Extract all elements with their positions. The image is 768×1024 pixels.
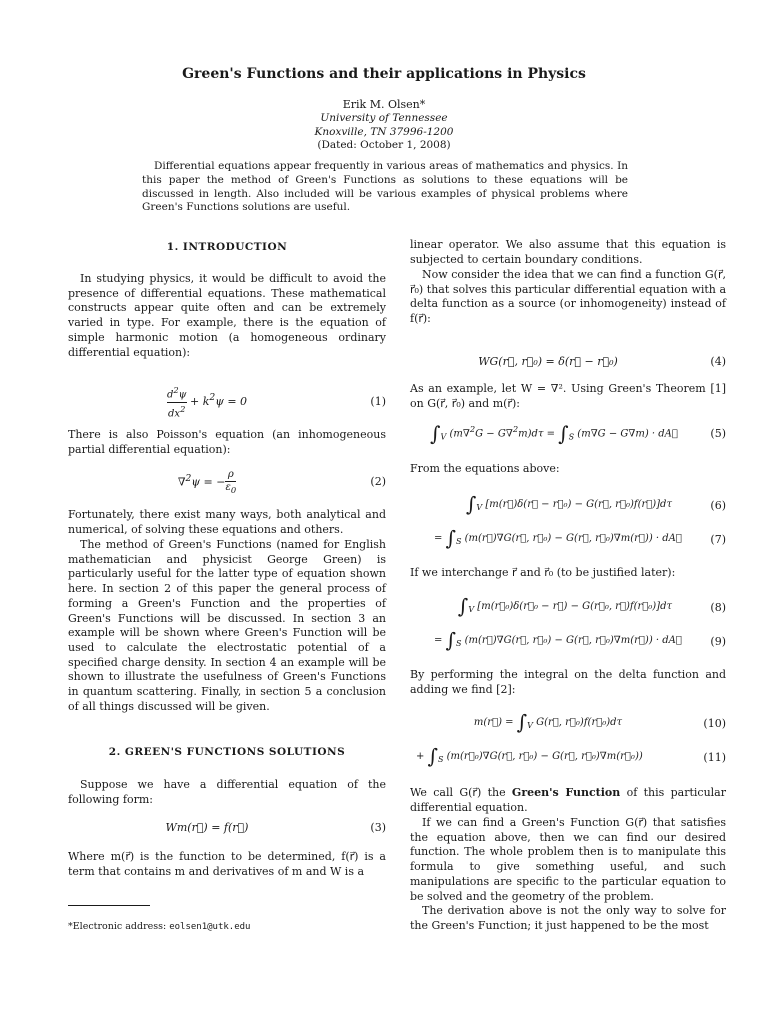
- footnote: [68, 921, 250, 932]
- equation-9-number: (9): [710, 634, 726, 648]
- right-paragraph-6: By performing the integral on the delta function and adding we find [2]:: [410, 668, 726, 696]
- location: Knoxville, TN 37996-1200: [314, 125, 454, 138]
- affiliation: University of Tennessee: [320, 112, 448, 124]
- right-paragraph-2: Now consider the idea that we can find a function G(r⃗, r⃗₀) that solves this particular differential equation with a delta function as a source (or inhomogeneity) instead of f(r⃗):: [410, 268, 726, 326]
- equation-5: $\int_V$ $(m\nabla^2G - G\nabla^2m)d\tau = \int_S$ (m∇G − G∇m) · dA⃗ (5): [430, 421, 726, 446]
- equation-10-number: (10): [703, 716, 726, 730]
- section2-paragraph-2: Where m(r⃗) is the function to be determined, f(r⃗) is a term that contains m and derivatives of m and W is a: [68, 850, 386, 878]
- equation-7: = $\int_S$ (m(r⃗)∇G(r⃗, r⃗₀) − G(r⃗, r⃗₀)∇m(r⃗)) · dA⃗ (7): [434, 525, 726, 550]
- intro-paragraph-2: There is also Poisson's equation (an inhomogeneous partial differential equation):: [68, 428, 386, 456]
- intro-paragraph-1: In studying physics, it would be difficult to avoid the presence of differential equations. These mathematical constructs appear quite often and can be extremely varied in type. For example, there is the equation of simple harmonic motion (a homogeneous ordinary differential equation):: [68, 272, 386, 359]
- footnote-rule: [68, 905, 150, 906]
- section2-paragraph-1: Suppose we have a differential equation of the following form:: [68, 778, 386, 806]
- right-paragraph-9: The derivation above is not the only way to solve for the Green's Function; it just happened to be the most: [410, 904, 726, 932]
- equation-3: [68, 814, 386, 842]
- equation-4-body: WG(r⃗, r⃗₀) = δ(r⃗ − r⃗₀): [478, 354, 618, 368]
- intro-paragraph-4: The method of Green's Functions (named for English mathematician and physicist George Green) is particularly useful for the latter type of equation shown here. In section 2 of this paper the general process of forming a Green's Function and the properties of Green's Functions will be discussed. In section 3 an example will be shown where Green's Function will be used to calculate the electrostatic potential of a specified charge density. In section 4 an example will be shown to illustrate the usefulness of Green's Functions in quantum scattering. Finally, in section 5 a conclusion of all things discussed will be given.: [68, 538, 386, 713]
- right-paragraph-5: If we interchange r⃗ and r⃗₀ (to be justified later):: [410, 566, 676, 579]
- equation-8-number: (8): [710, 600, 726, 614]
- section-heading-introduction: 1. INTRODUCTION: [166, 241, 288, 253]
- equation-6-number: (6): [710, 498, 726, 512]
- right-paragraph-1: linear operator. We also assume that this equation is subjected to certain boundary conditions.: [410, 238, 726, 266]
- equation-11-number: (11): [703, 750, 726, 764]
- equation-8: $\int_V$ [m(r⃗₀)δ(r⃗₀ − r⃗) − G(r⃗₀, r⃗)f(r⃗₀)]dτ (8): [457, 593, 726, 618]
- equation-3-number: (3): [370, 820, 386, 834]
- right-paragraph-7: [410, 786, 726, 815]
- paper-title: Green's Functions and their applications in Physics: [182, 66, 586, 82]
- equation-11: + $\int_S$ (m(r⃗₀)∇G(r⃗, r⃗₀) − G(r⃗, r⃗₀)∇m(r⃗₀)) (11): [416, 743, 726, 768]
- footnote-email: eolsen1@utk.edu: [169, 922, 251, 932]
- intro-paragraph-3: Fortunately, there exist many ways, both analytical and numerical, of solving these equations and others.: [68, 508, 386, 536]
- equation-1-number: (1): [370, 394, 386, 408]
- date: (Dated: October 1, 2008): [317, 139, 451, 151]
- author-name: Erik M. Olsen*: [342, 98, 426, 111]
- author-affiliation-block: [0, 112, 768, 153]
- equation-3-body: Wm(r⃗) = f(r⃗): [165, 820, 249, 834]
- section-heading-greens-functions: 2. GREEN'S FUNCTIONS SOLUTIONS: [108, 746, 346, 758]
- equation-4: [410, 348, 726, 376]
- footnote-label: *Electronic address:: [68, 921, 170, 932]
- equation-1: $\frac{d^2\psi}{dx^2}$ + $k^2\psi = 0$ (1): [166, 385, 386, 419]
- equation-10: m(r⃗) = $\int_V$ G(r⃗, r⃗₀)f(r⃗₀)dτ (10): [473, 709, 726, 734]
- right-paragraph-8: If we can find a Green's Function G(r⃗) that satisfies the equation above, then we can find our desired function. The whole problem then is to manipulate this formula to give something useful, and such manipulations are specific to the particular equation to be solved and the geometry of the problem.: [410, 816, 726, 903]
- equation-6: $\int_V$ [m(r⃗)δ(r⃗ − r⃗₀) − G(r⃗, r⃗₀)f(r⃗)]dτ (6): [465, 491, 726, 516]
- greens-def-bold: Green's Function: [511, 786, 621, 799]
- equation-9: = $\int_S$ (m(r⃗)∇G(r⃗, r⃗₀) − G(r⃗, r⃗₀)∇m(r⃗)) · dA⃗ (9): [434, 627, 726, 652]
- right-paragraph-4: From the equations above:: [410, 462, 560, 475]
- abstract: Differential equations appear frequently in various areas of mathematics and physics. In this paper the method of Green's Functions as solutions to these equations will be discussed in length. Also included will be various examples of physical problems where Green's Functions solutions are useful.: [142, 160, 628, 214]
- equation-7-number: (7): [710, 532, 726, 546]
- equation-4-number: (4): [710, 354, 726, 368]
- equation-2-number: (2): [370, 474, 386, 488]
- right-paragraph-3: As an example, let W = ∇². Using Green's Theorem [1] on G(r⃗, r⃗₀) and m(r⃗):: [410, 382, 726, 410]
- equation-5-number: (5): [710, 426, 726, 440]
- greens-def-pre: We call G(r⃗) the: [410, 786, 512, 799]
- equation-2: ∇$^2$ψ = − $\frac{\rho}{\varepsilon_0}$ (2): [177, 468, 386, 495]
- greens-def-post: of this particular differential equation.: [410, 786, 726, 814]
